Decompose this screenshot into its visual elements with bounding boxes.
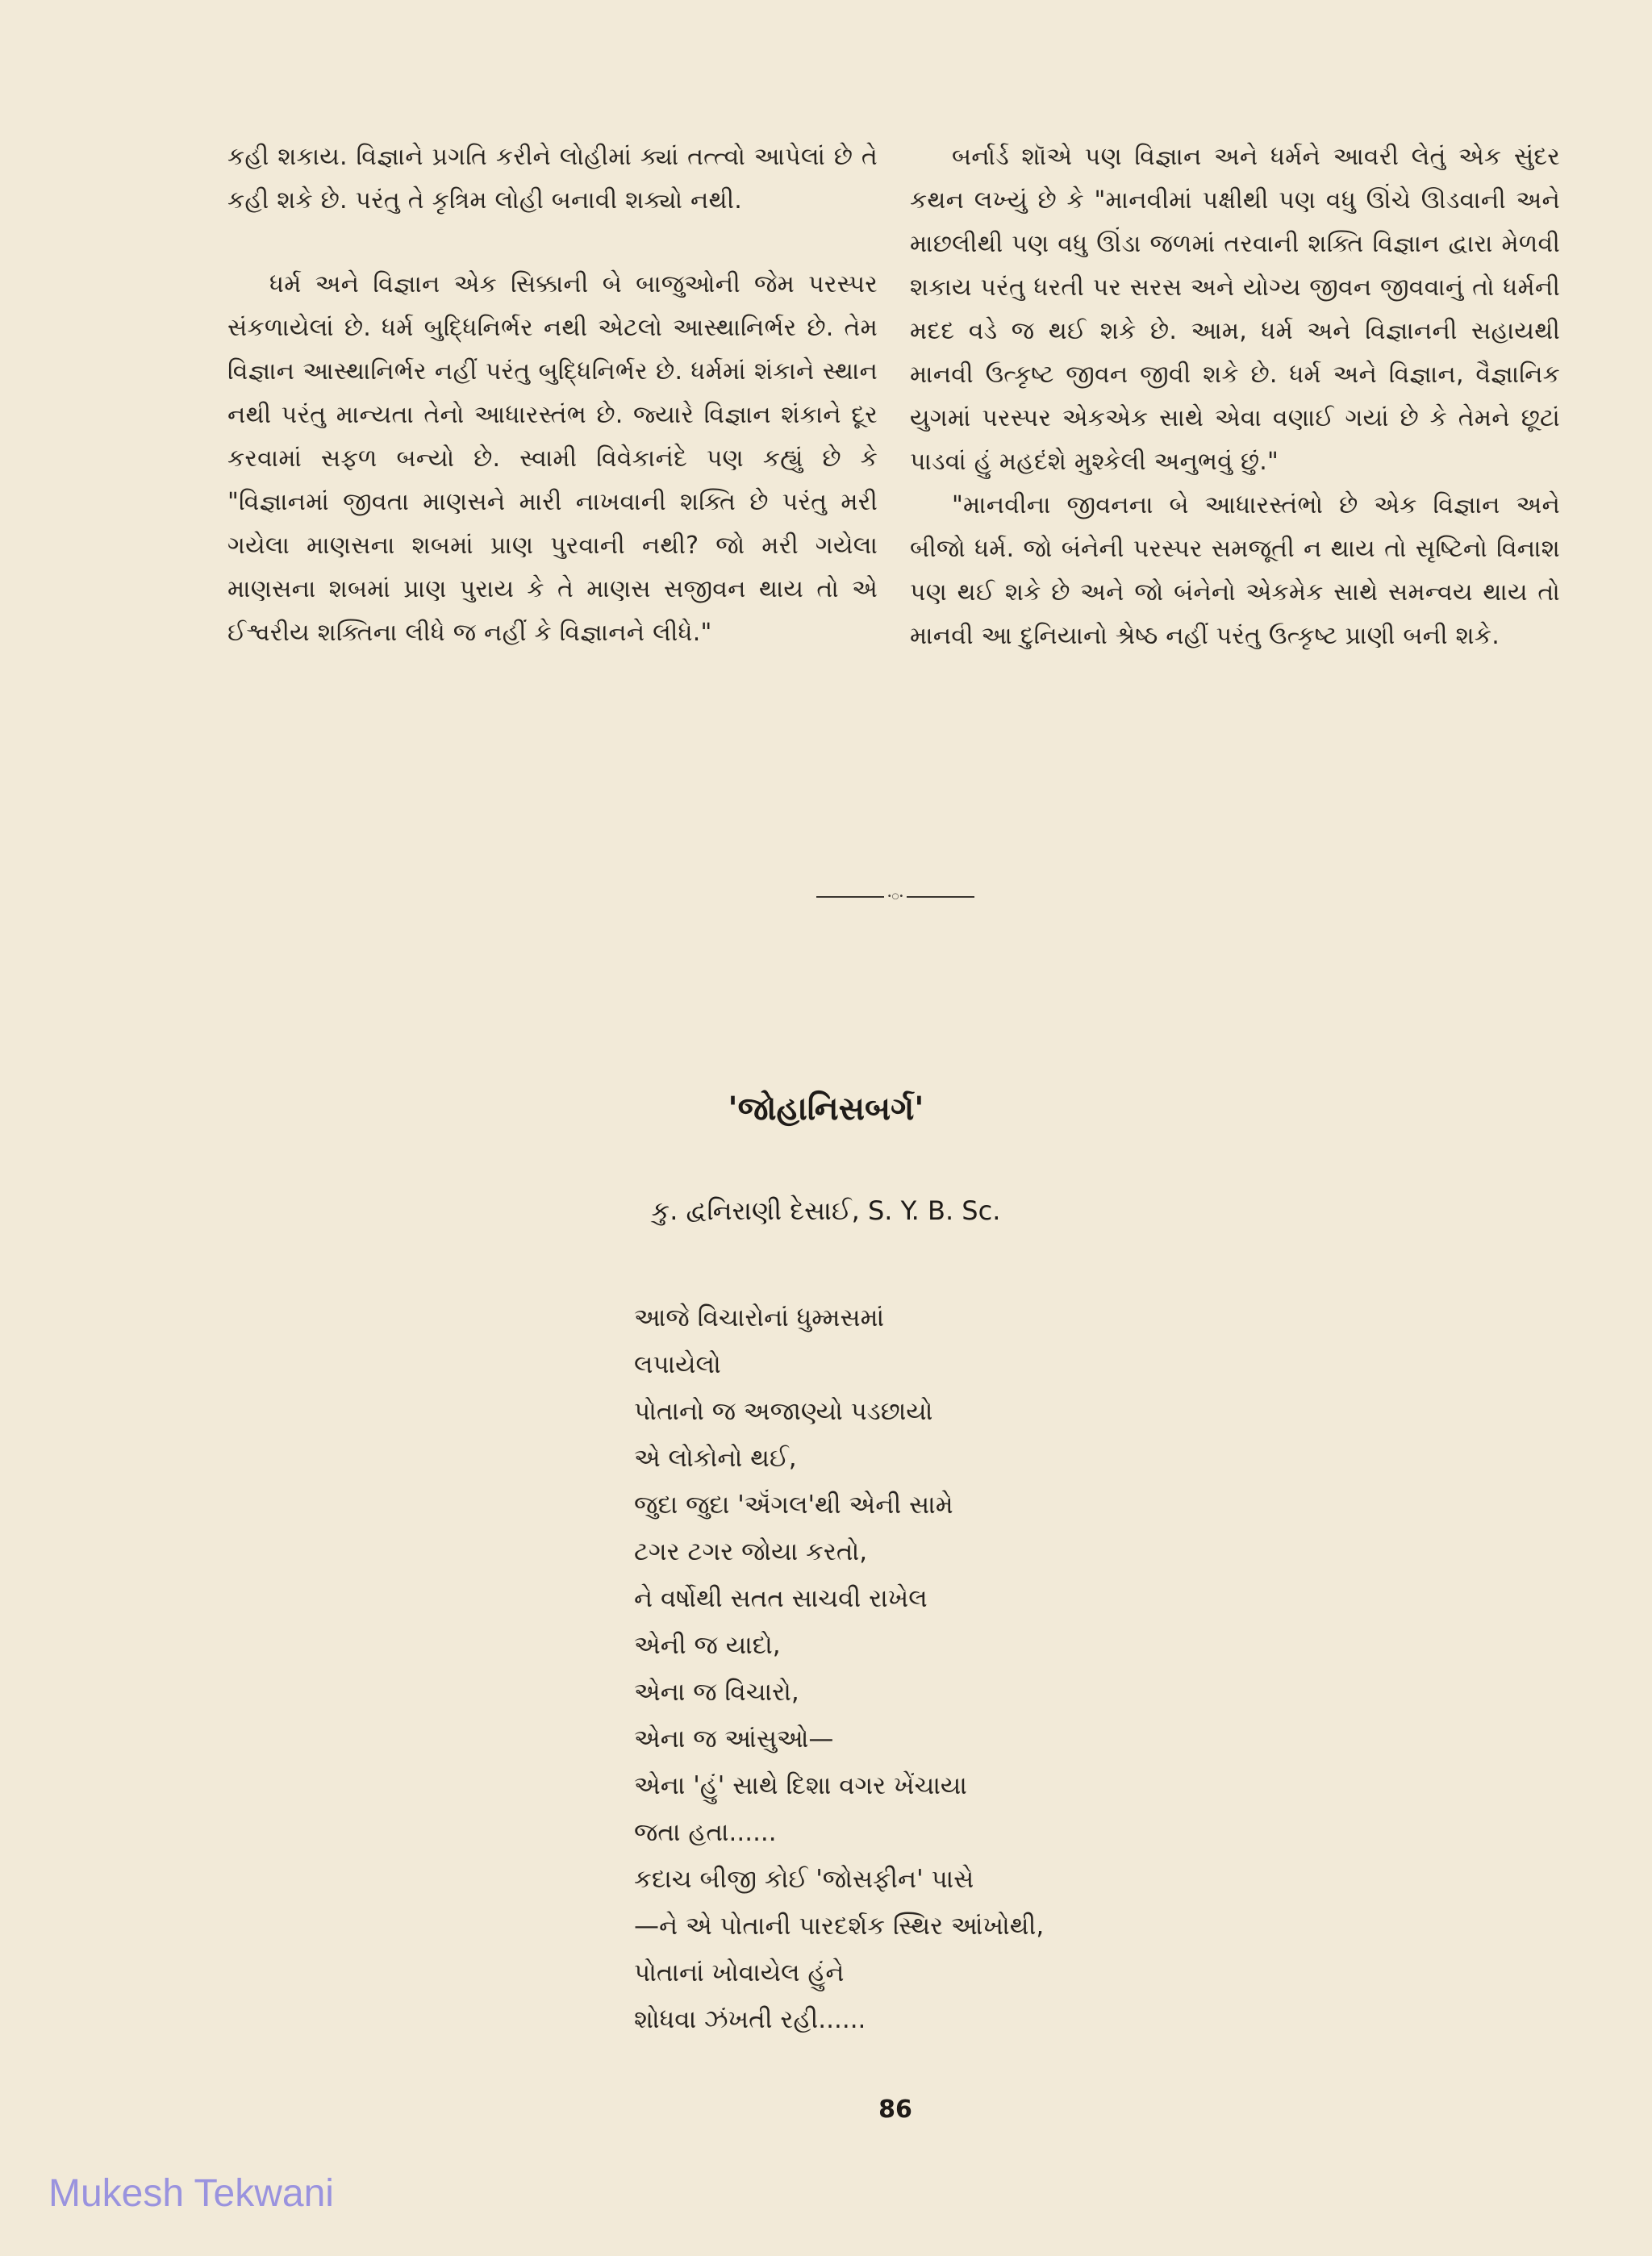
poem-line: જતા હતા......	[634, 1818, 777, 1847]
poem-line: જુદા જુદા 'ઍંગલ'થી એની સામે	[634, 1491, 953, 1520]
right-paragraph-2: "માનવીના જીવનના બે આધારસ્તંભો છે એક વિજ્ઞાન અને બીજો ધર્મ. જો બંનેની પરસ્પર સમજૂતી ન થાય તો સૃષ્ટિનો વિનાશ પણ થઈ શકે છે અને જો બંનેનો એકમેક સાથે સમન્વય થાય તો માનવી આ દુનિયાનો શ્રેષ્ઠ નહીં પરંતુ ઉત્કૃષ્ટ પ્રાણી બની શકે.	[910, 491, 1560, 650]
poem-line: કદાચ બીજી કોઈ 'જોસફીન' પાસે	[634, 1865, 974, 1894]
right-column	[910, 136, 1560, 658]
left-column	[227, 136, 878, 655]
poem-line: —ને એ પોતાની પારદર્શક સ્થિર આંખોથી,	[634, 1912, 1045, 1941]
poem-line: એના જ વિચારો,	[634, 1678, 799, 1707]
poem-line: એ લોકોનો થઈ,	[634, 1444, 797, 1473]
poem-line: એની જ યાદો,	[634, 1631, 781, 1660]
poem-line: શોધવા ઝંખતી રહી......	[634, 2005, 866, 2034]
divider-ornament-icon: •○•	[884, 892, 907, 902]
poem-line: ટગર ટગર જોયા કરતો,	[634, 1537, 868, 1566]
poem-line: લપાયેલો	[634, 1350, 721, 1379]
poem-line: એના 'હું' સાથે દિશા વગર ખેંચાયા	[634, 1771, 967, 1800]
poem-line: એના જ આંસુઓ—	[634, 1724, 834, 1754]
poem-title: 'જોહાનિસબર્ગ'	[728, 1090, 924, 1128]
poem-line: પોતાનાં ખોવાયેલ હુંને	[634, 1958, 845, 1987]
left-paragraph-1: કહી શકાય. વિજ્ઞાને પ્રગતિ કરીને લોહીમાં ક્યાં તત્ત્વો આપેલાં છે તે કહી શકે છે. પરંતુ તે કૃત્રિમ લોહી બનાવી શક્યો નથી.	[227, 143, 878, 215]
left-paragraph-2: ધર્મ અને વિજ્ઞાન એક સિક્કાની બે બાજુઓની જેમ પરસ્પર સંકળાયેલાં છે. ધર્મ બુદ્ધિનિર્ભર નથી એટલો આસ્થાનિર્ભર છે. તેમ વિજ્ઞાન આસ્થાનિર્ભર નહીં પરંતુ બુદ્ધિનિર્ભર છે. ધર્મમાં શંકાને સ્થાન નથી પરંતુ માન્યતા તેનો આધારસ્તંભ છે. જ્યારે વિજ્ઞાન શંકાને દૂર કરવામાં સફળ બન્યો છે. સ્વામી વિવેકાનંદે પણ કહ્યું છે કે "વિજ્ઞાનમાં જીવતા માણસને મારી નાખવાની શક્તિ છે પરંતુ મરી ગયેલા માણસના શબમાં પ્રાણ પુરવાની નથી? જો મરી ગયેલા માણસના શબમાં પ્રાણ પુરાય કે તે માણસ સજીવન થાય તો એ ઈશ્વરીય શક્તિના લીધે જ નહીં કે વિજ્ઞાનને લીધે."	[227, 270, 878, 647]
poem-body	[634, 1295, 1360, 2043]
poem-line: આજે વિચારોનાં ધુમ્મસમાં	[634, 1303, 885, 1332]
poem-line: પોતાનો જ અજાણ્યો પડછાયો	[634, 1397, 933, 1426]
poem-line: ને વર્ષોથી સતત સાચવી રાખેલ	[634, 1584, 928, 1613]
page-number: 86	[878, 2095, 912, 2124]
right-paragraph-1: બર્નાર્ડ શૉએ પણ વિજ્ઞાન અને ધર્મને આવરી લેતું એક સુંદર કથન લખ્યું છે કે "માનવીમાં પક્ષીથી પણ વધુ ઊંચે ઊડવાની અને માછલીથી પણ વધુ ઊંડા જળમાં તરવાની શક્તિ વિજ્ઞાન દ્વારા મેળવી શકાય પરંતુ ધરતી પર સરસ અને યોગ્ય જીવન જીવવાનું તો ધર્મની મદદ વડે જ થઈ શકે છે. આમ, ધર્મ અને વિજ્ઞાનની સહાયથી માનવી ઉત્કૃષ્ટ જીવન જીવી શકે છે. ધર્મ અને વિજ્ઞાન, વૈજ્ઞાનિક યુગમાં પરસ્પર એકએક સાથે એવા વણાઈ ગયાં છે કે તેમને છૂટાં પાડવાં હું મહદંશે મુશ્કેલી અનુભવું છું."	[910, 143, 1560, 476]
section-divider	[816, 892, 974, 902]
watermark: Mukesh Tekwani	[48, 2172, 334, 2215]
poem-author: કુ. દ્વનિરાણી દેસાઈ, S. Y. B. Sc.	[651, 1195, 1001, 1226]
